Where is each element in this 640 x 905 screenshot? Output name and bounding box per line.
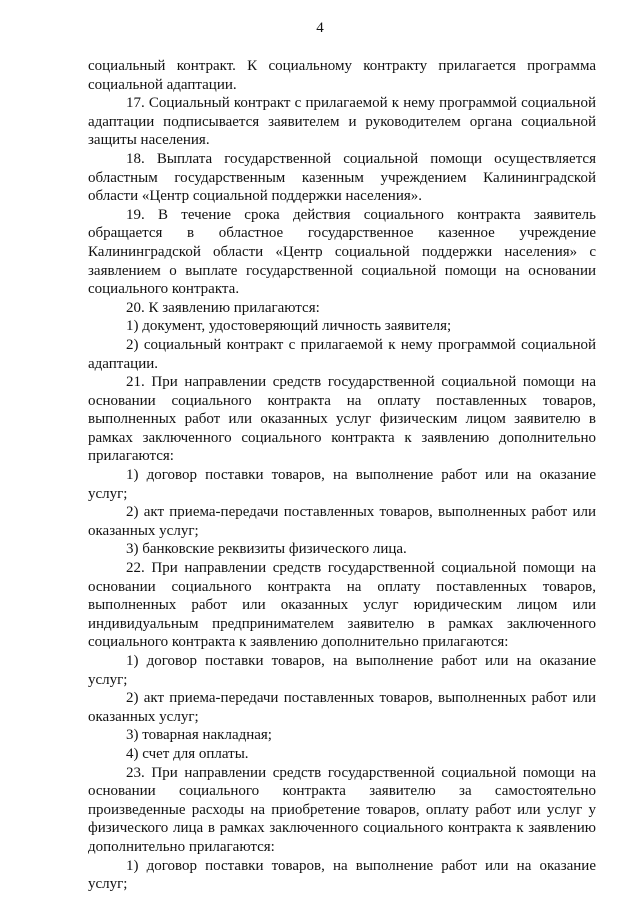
- paragraph-21: 21. При направлении средств государственной социальной помощи на основании социального контракта на оплату поставленных товаров, выполненных работ или оказанных услуг физическим лицом заявителю в рамках заключенного социального контракта к заявлению дополнительно прилагаются:: [88, 374, 596, 465]
- list-item-21-2: 2) акт приема-передачи поставленных товаров, выполненных работ или оказанных услуг;: [88, 504, 596, 539]
- page-number: 4: [316, 20, 324, 36]
- list-item-22-4: 4) счет для оплаты.: [126, 745, 249, 762]
- paragraph-19: 19. В течение срока действия социального контракта заявитель обращается в областное государственное казенное учреждение Калининградской области «Центр социальной поддержки населения» с заявлением о выплате государственной социальной помощи на основании социального контракта.: [88, 206, 596, 298]
- paragraph-18: 18. Выплата государственной социальной помощи осуществляется областным государственным казенным учреждением Калининградской области «Центр социальной поддержки населения».: [88, 150, 596, 205]
- list-item-22-1: 1) договор поставки товаров, на выполнение работ или на оказание услуг;: [88, 653, 596, 688]
- paragraph-continuation: социальный контракт. К социальному контракту прилагается программа социальной адаптации.: [88, 58, 596, 93]
- list-item-21-3: 3) банковские реквизиты физического лица.: [126, 541, 407, 558]
- paragraph-17: 17. Социальный контракт с прилагаемой к нему программой социальной адаптации подписывается заявителем и руководителем органа социальной защиты населения.: [88, 95, 596, 149]
- list-item-22-3: 3) товарная накладная;: [126, 727, 272, 744]
- document-body: [88, 57, 596, 894]
- list-item-23-1: 1) договор поставки товаров, на выполнение работ или на оказание услуг;: [88, 857, 596, 893]
- paragraph-22: 22. При направлении средств государственной социальной помощи на основании социального контракта на оплату поставленных товаров, выполненных работ или оказанных услуг юридическим лицом или индивидуальным предпринимателем заявителю в рамках заключенного социального контракта к заявлению дополнительно прилагаются:: [88, 560, 596, 651]
- list-item-21-1: 1) договор поставки товаров, на выполнение работ или на оказание услуг;: [88, 467, 596, 502]
- list-item-20-2: 2) социальный контракт с прилагаемой к нему программой социальной адаптации.: [88, 336, 596, 372]
- paragraph-23: 23. При направлении средств государственной социальной помощи на основании социального контракта заявителю за самостоятельно произведенные расходы на приобретение товаров, оплату работ или услуг у физического лица в рамках заключенного социального контракта к заявлению дополнительно прилагаются:: [88, 764, 596, 855]
- list-item-20-1: 1) документ, удостоверяющий личность заявителя;: [126, 318, 452, 335]
- paragraph-20: 20. К заявлению прилагаются:: [126, 299, 320, 316]
- list-item-22-2: 2) акт приема-передачи поставленных товаров, выполненных работ или оказанных услуг;: [88, 690, 596, 725]
